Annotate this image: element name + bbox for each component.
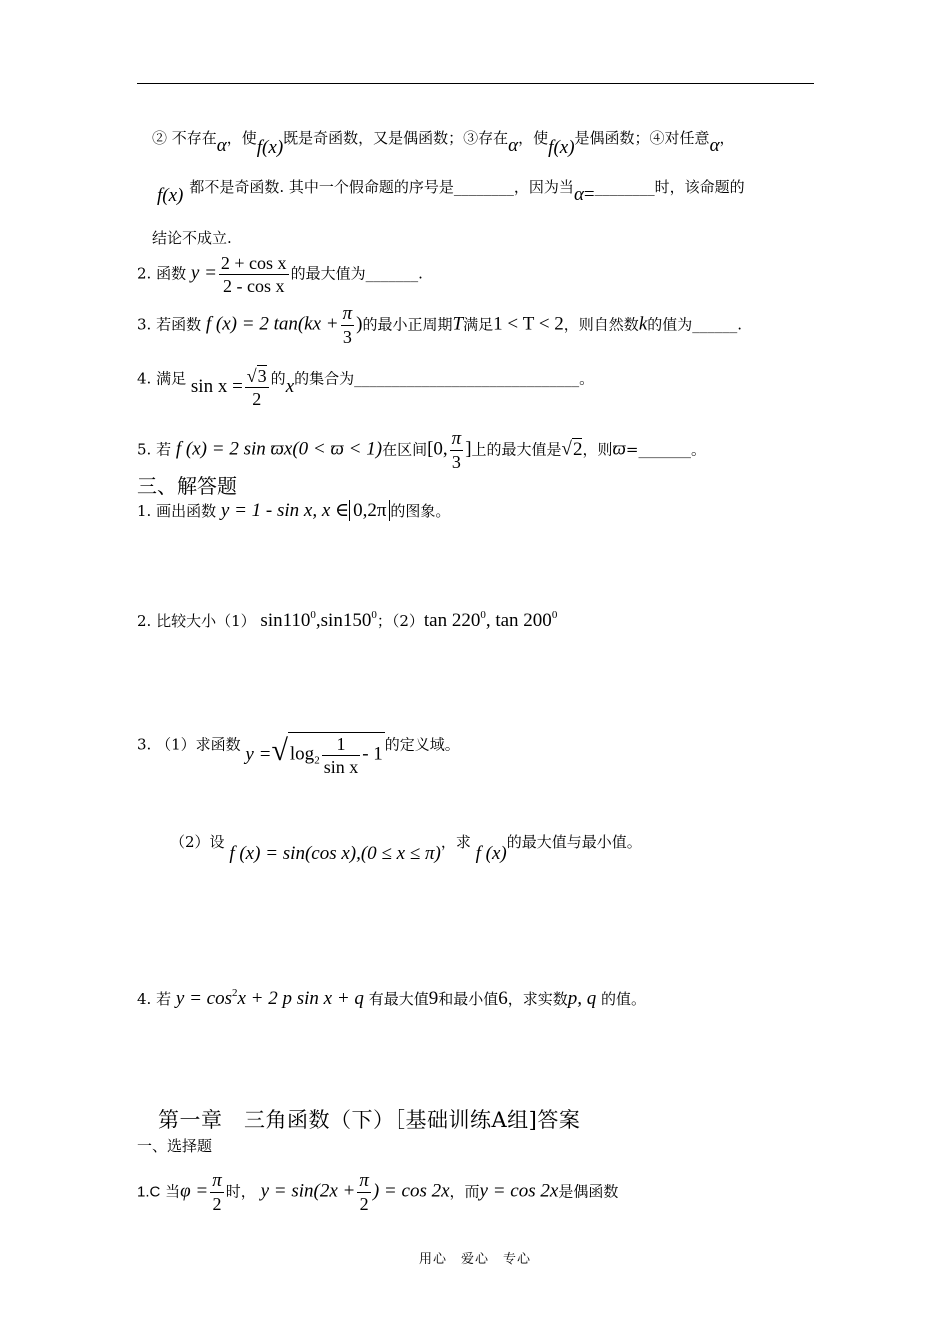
text: 的最小正周期 [362,315,453,334]
sqrt-radicand: 2 [572,438,583,460]
text: 。 [579,369,595,388]
text: ② 不存在 [152,129,217,147]
fraction [341,303,355,348]
text: 的集合为 [294,369,355,388]
q-number: 2. [137,612,152,630]
math: y = [190,262,217,284]
math: y = cos [175,988,232,1009]
solve-q1 [137,501,450,521]
math: sin110 [260,610,311,631]
denominator: 2 [212,1194,222,1214]
denominator: 3 [451,452,461,472]
math: f (x) = 2 tan(kx + [205,313,339,335]
text: ，而 [449,1182,480,1201]
fraction [322,733,361,778]
numerator: π [342,303,353,324]
text: 的 [270,369,286,388]
math: , tan 200 [485,610,552,631]
fx-symbol: f(x) [548,137,575,158]
q-number: 1. [137,502,152,520]
numerator: 1 [322,733,361,756]
text: 是偶函数 [558,1182,619,1201]
math: y = cos 2x [479,1180,559,1202]
blank: ________ [594,178,655,196]
equals: = [583,184,595,205]
text: 都不是奇函数. 其中一个假命题的序号是 [189,178,454,196]
math: ) = cos 2x [372,1180,450,1202]
text: 满足 [156,369,187,388]
text: 若函数 [156,315,202,334]
fraction [450,428,464,473]
alpha-symbol: α [508,135,519,156]
numerator: √3 [246,366,267,386]
text: 时，该命题的 [654,178,745,196]
math: tan 220 [423,610,481,631]
text: 画出函数 [156,502,217,520]
interval-content: 0,2π [353,500,387,521]
intro-line-1 [152,128,735,158]
text: 的最大值为 [290,264,366,283]
sqrt-expr: √2 [561,438,583,460]
fill-q2 [137,252,423,297]
blank: _______ [638,440,691,459]
fx-symbol: f(x) [256,137,284,158]
math: φ = [180,1180,209,1202]
math: - 1 [362,743,383,765]
math: sin x = [190,375,243,397]
fraction [219,252,289,297]
math: f (x) = sin(cos x),(0 ≤ x ≤ π) [229,843,441,864]
blank: ______________________________ [354,369,580,388]
numerator: π [359,1170,369,1191]
fx-symbol: f(x) [157,185,184,206]
numerator: π [212,1170,222,1191]
log-base: 2 [314,754,320,767]
text: 函数 [156,264,187,283]
math: 1 < T < 2 [493,313,564,335]
text: ， [719,129,735,147]
math: ,sin150 [315,610,372,631]
answers-title: 第一章 三角函数（下）［基础训练A组]答案 [158,1108,581,1132]
solve-q3 [137,722,460,777]
fraction [357,1170,371,1215]
text: （2）设 [170,833,225,851]
degree: 0 [551,609,558,621]
denominator: sin x [323,757,359,777]
math: p, q [567,988,597,1009]
page-footer: 用心 爱心 专心 [418,1252,531,1267]
text: ，求实数 [507,990,568,1008]
math: f (x) [475,843,507,864]
text: 是偶函数；④对任意 [574,129,710,147]
math: k [638,313,648,335]
numerator: 2 + cos x [220,253,287,273]
numerator: π [451,428,462,449]
text: ，求 [440,833,471,851]
math: 9 [428,988,439,1009]
intro-line-2 [157,177,745,206]
math: ϖ [612,438,626,460]
denominator: 2 [252,389,262,409]
math: T [452,313,464,335]
text: = [625,440,639,459]
text: 满足 [463,315,494,334]
solve-q2 [137,605,557,631]
blank: ________ [453,178,514,196]
text: 的值。 [601,990,647,1008]
text: ，则自然数 [563,315,639,334]
alpha-symbol: α [709,135,720,156]
blank: ______ [692,315,738,334]
text: 既是奇函数，又是偶函数；③存在 [283,129,509,147]
degree: 0 [480,609,486,621]
answers-subtitle: 一、选择题 [137,1137,213,1155]
text: . [418,264,423,283]
radicand [288,732,385,778]
math: y = 1 - sin x, x ∈ [220,500,350,521]
degree: 0 [371,609,377,621]
denominator: 2 - cos x [222,276,285,296]
section-title: 三、解答题 [137,474,237,498]
fill-q4 [137,357,595,409]
text: ，使 [226,129,257,147]
math: ] [465,438,472,460]
q-number: 5. [137,440,152,459]
denominator: 2 [359,1194,369,1214]
math: f (x) = 2 sin ϖx(0 < ϖ < 1) [175,438,383,460]
degree: 0 [310,609,316,621]
text: ；（2） [376,612,424,630]
fill-q5 [137,428,706,473]
intro-line-3: 结论不成立. [152,229,232,247]
text: . [737,315,743,334]
alpha-symbol: α [216,135,227,156]
blank: _______ [365,264,419,283]
text: 若 [156,990,172,1008]
q-number: 3. [137,735,152,754]
text: 时， [225,1182,256,1201]
text: 若 [156,440,172,459]
solve-q4 [137,983,646,1009]
fraction [245,365,269,410]
text: 的值为 [647,315,693,334]
fraction [210,1170,224,1215]
text: 比较大小（1） [156,612,256,630]
text: （1）求函数 [156,735,241,754]
math: x + 2 p sin x + q [237,988,364,1009]
text: 在区间 [382,440,428,459]
math: log [289,743,315,765]
sqrt-radicand: 3 [257,366,267,386]
solve-q3b [170,832,642,864]
exponent: 2 [231,987,238,999]
math: 6 [498,988,508,1009]
text: 当 [165,1182,181,1201]
q-number: 2. [137,264,152,283]
text: 上的最大值是 [471,440,562,459]
math: y = [245,743,272,765]
radical: √ [271,733,288,767]
text: ，使 [518,129,549,147]
text: 的定义域。 [384,735,460,754]
math: ) [356,313,363,335]
fill-q3 [137,303,742,348]
q-number: 4. [137,369,152,388]
text: 和最小值 [438,990,499,1008]
text: 有最大值 [368,990,429,1008]
math: x [285,375,295,397]
denominator: 3 [342,327,352,347]
answer-1 [137,1170,618,1215]
interval [349,500,390,521]
math: y = sin(2x + [260,1180,356,1202]
header-rule [137,83,814,84]
alpha-symbol: α [573,184,584,205]
text: ，因为当 [513,178,574,196]
answer-number: 1.C [137,1183,161,1201]
text: ，则 [582,440,613,459]
q-number: 4. [137,990,152,1008]
text: 。 [690,440,706,459]
text: 的最大值与最小值。 [506,833,642,851]
math: [0, [427,438,448,460]
q-number: 3. [137,315,152,334]
text: 的图象。 [390,502,451,520]
